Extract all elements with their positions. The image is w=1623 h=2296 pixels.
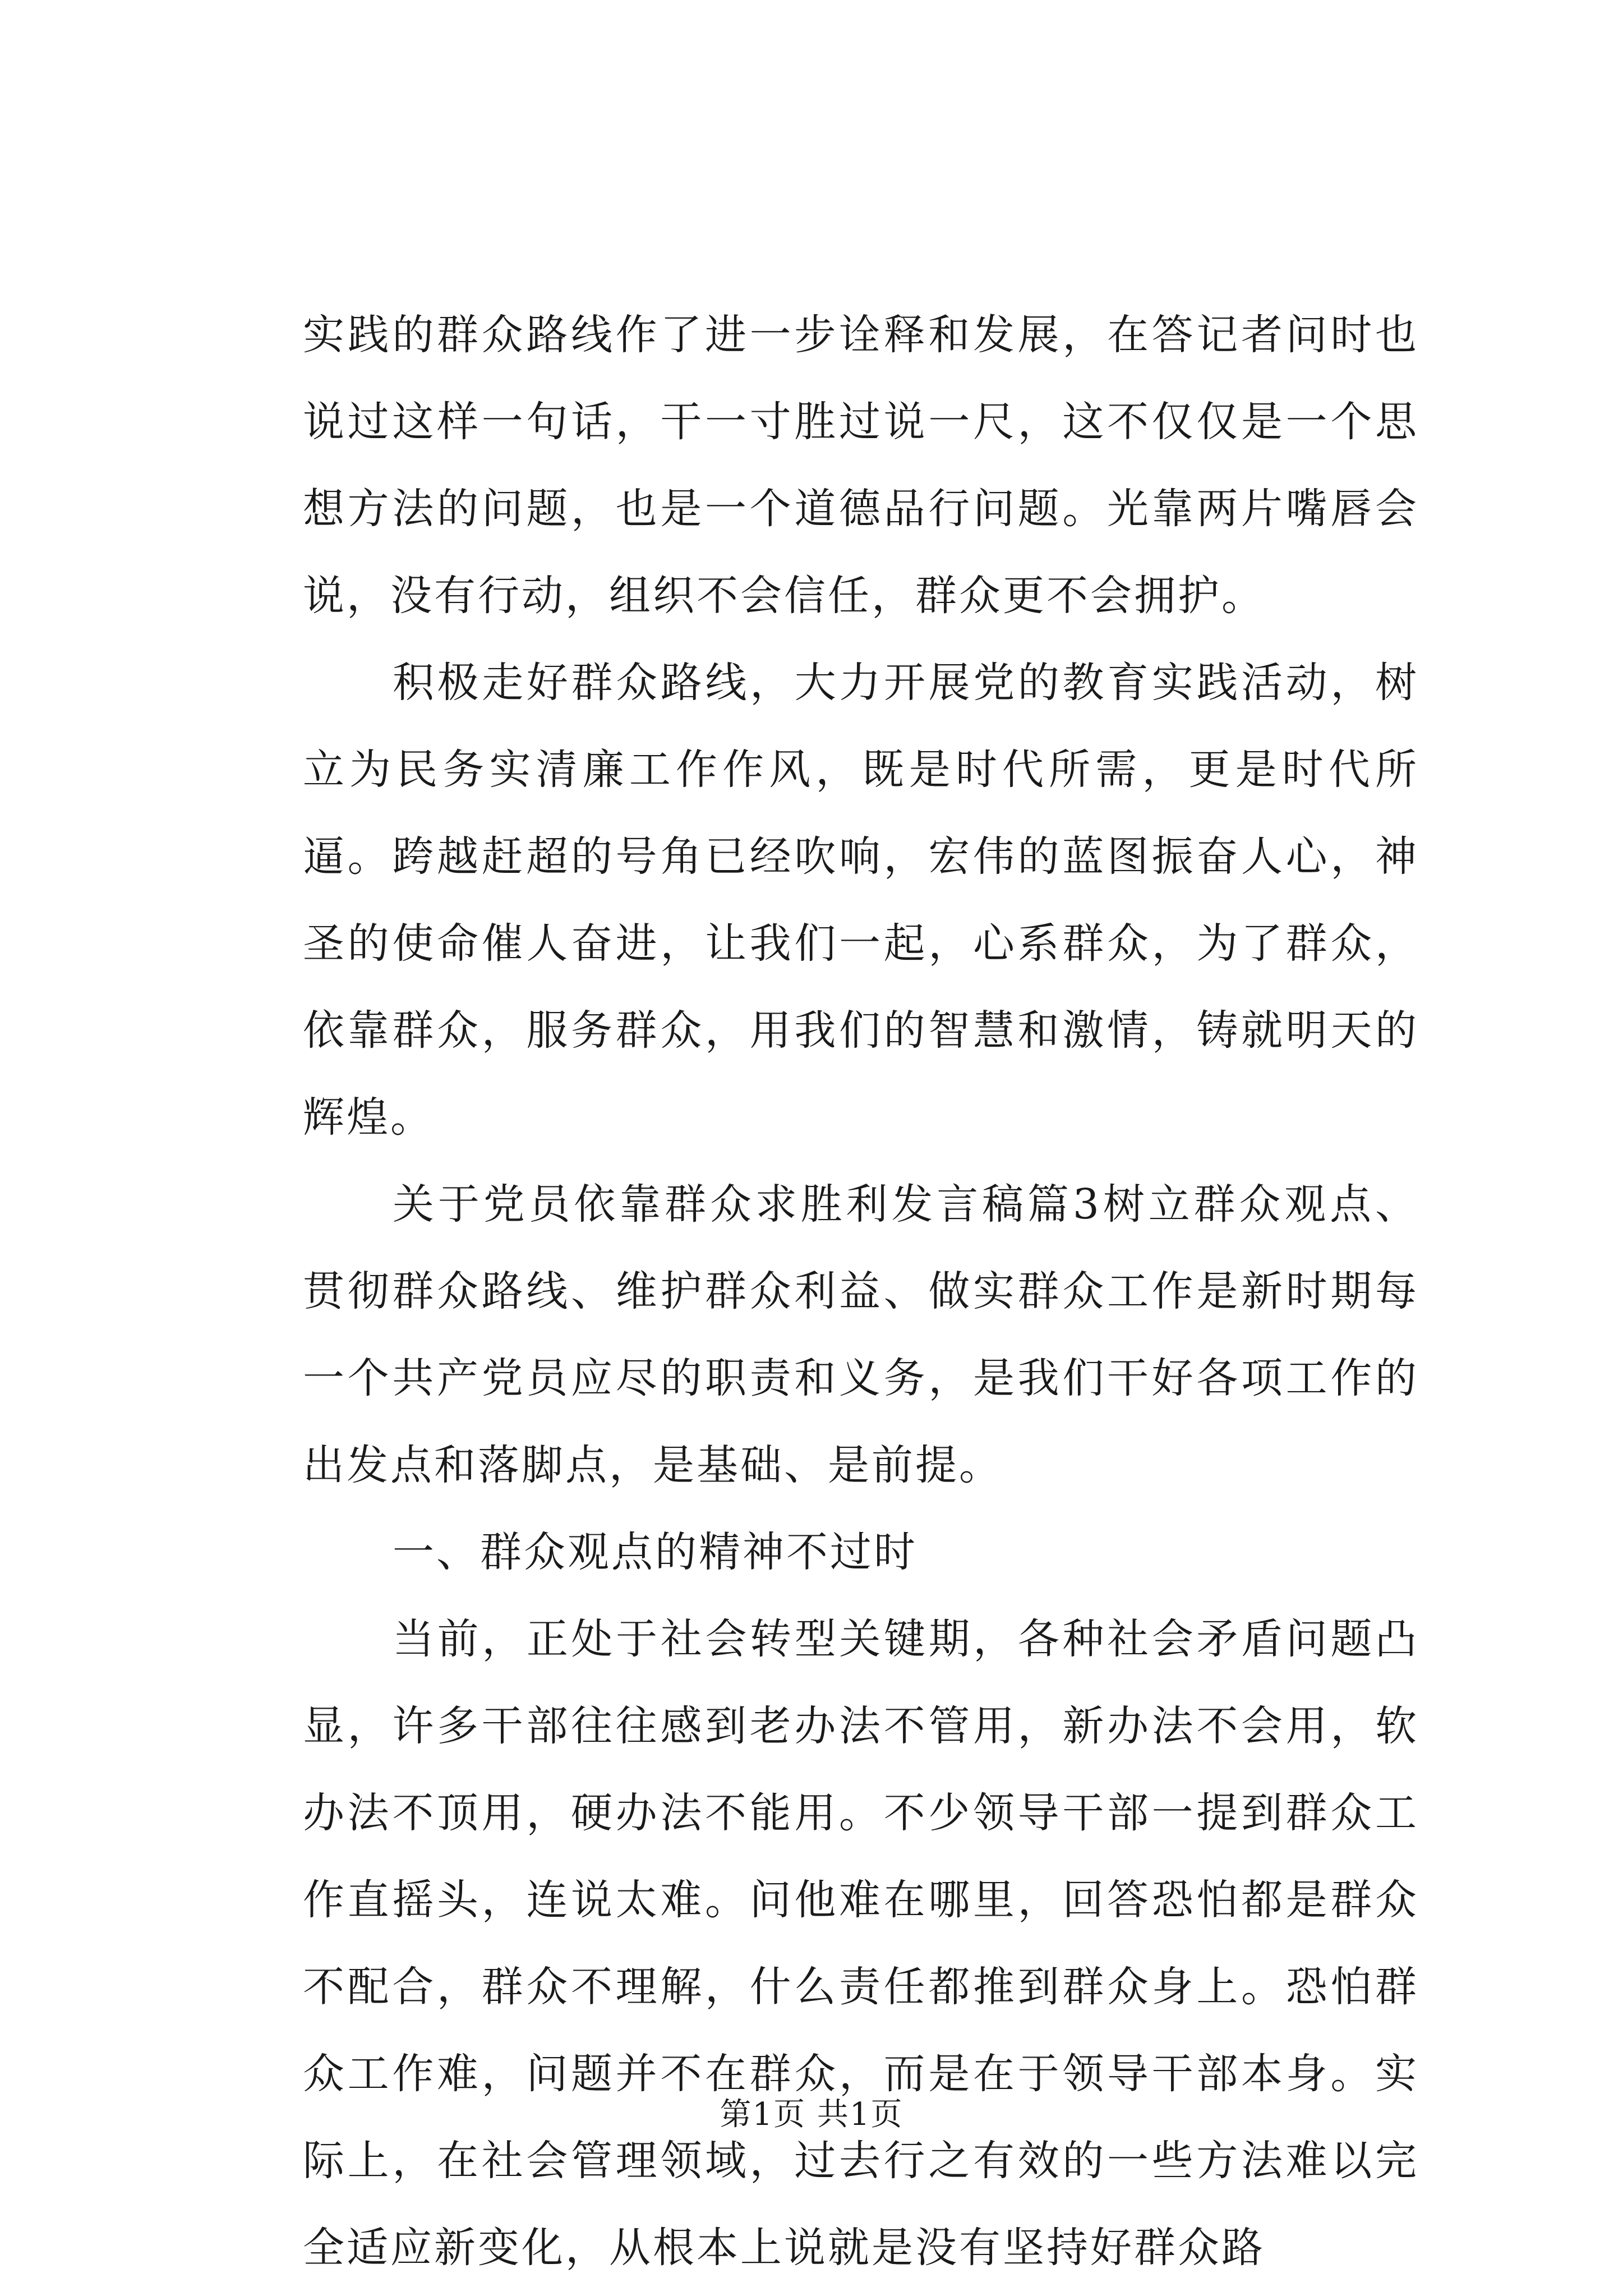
page-number-label: 第1页 共1页 [720, 2096, 903, 2133]
paragraph-3: 关于党员依靠群众求胜利发言稿篇3树立群众观点、贯彻群众路线、维护群众利益、做实群众工作是新时期每一个共产党员应尽的职责和义务，是我们干好各项工作的出发点和落脚点，是基础、是前提。 [303, 1180, 1419, 1489]
page-footer [0, 2095, 1623, 2134]
paragraph-4: 当前，正处于社会转型关键期，各种社会矛盾问题凸显，许多干部往往感到老办法不管用，新办法不会用，软办法不顶用，硬办法不能用。不少领导干部一提到群众工作直摇头，连说太难。问他难在哪里，回答恐怕都是群众不配合，群众不理解，什么责任都推到群众身上。恐怕群众工作难，问题并不在群众，而是在于领导干部本身。实际上，在社会管理领域，过去行之有效的一些方法难以完全适应新变化，从根本上说就是没有坚持好群众路 [303, 1615, 1419, 2272]
paragraph-2: 积极走好群众路线，大力开展党的教育实践活动，树立为民务实清廉工作作风，既是时代所需，更是时代所逼。跨越赶超的号角已经吹响，宏伟的蓝图振奋人心，神圣的使命催人奋进，让我们一起，心系群众，为了群众，依靠群众，服务群众，用我们的智慧和激情，铸就明天的辉煌。 [303, 659, 1419, 1142]
paragraph-1: 实践的群众路线作了进一步诠释和发展，在答记者问时也说过这样一句话，干一寸胜过说一尺，这不仅仅是一个思想方法的问题，也是一个道德品行问题。光靠两片嘴唇会说，没有行动，组织不会信任，群众更不会拥护。 [303, 311, 1419, 620]
document-body [303, 292, 1419, 2292]
section-heading: 一、群众观点的精神不过时 [393, 1528, 917, 1576]
